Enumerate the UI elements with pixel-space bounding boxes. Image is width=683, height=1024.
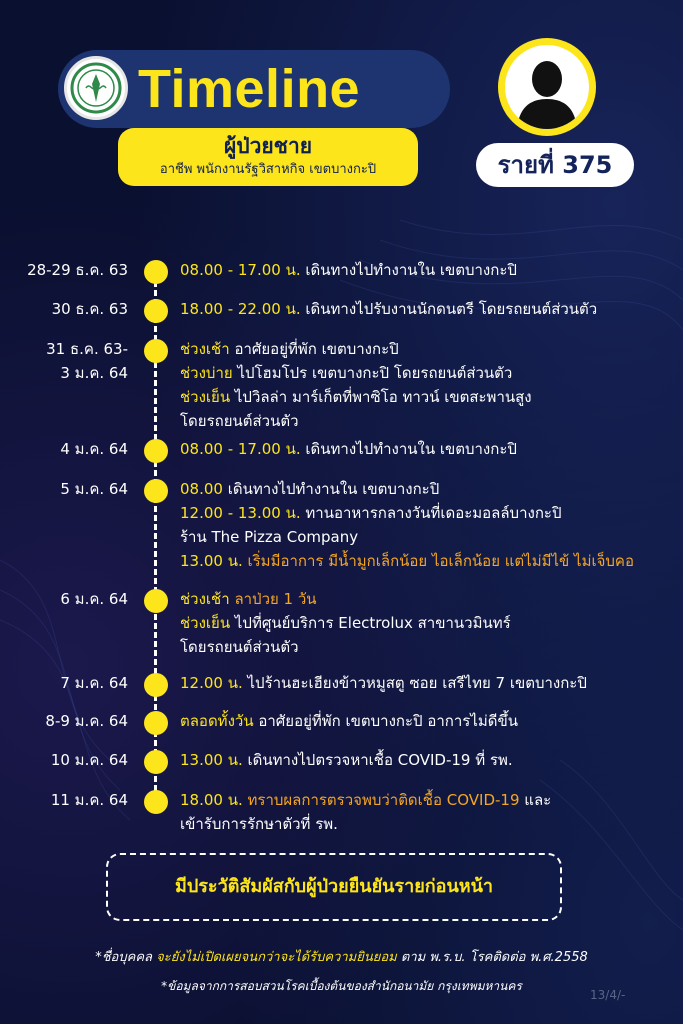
timeline-event [180,671,670,695]
timeline-date [27,258,128,282]
timeline-event-text: ไปวิลล่า มาร์เก็ตที่พาซิโอ ทาวน์ เขตสะพานสูง [234,388,532,406]
timeline-date-line: 7 ม.ค. 64 [60,674,128,692]
timeline-event-text: 12.00 - 13.00 น. [180,504,306,522]
timeline-event-text: อาศัยอยู่ที่พัก เขตบางกะปิ อาการไม่ดีขึ้น [258,712,519,730]
timeline-event-text: อาศัยอยู่ที่พัก เขตบางกะปิ [234,340,399,358]
privacy-footnote-pre: *ชื่อบุคคล [95,950,157,965]
timeline-date [60,437,128,461]
timeline-date-line: 4 ม.ค. 64 [60,440,128,458]
contact-history-note: มีประวัติสัมผัสกับผู้ป่วยยืนยันรายก่อนหน้า [106,853,562,921]
timeline-event-text: เดินทางไปทำงานใน เขตบางกะปิ [227,480,440,498]
timeline-event [180,477,670,573]
timeline-date-line: 30 ธ.ค. 63 [51,300,128,318]
timeline-event [180,788,670,836]
privacy-footnote [0,948,683,968]
timeline-event-line [180,525,670,549]
timeline-date-line: 10 ม.ค. 64 [50,751,128,769]
timeline-event-text: ตลอดทั้งวัน [180,712,259,730]
timeline-date [52,297,128,321]
timeline-event-text: เดินทางไปรับงานนักดนตรี โดยรถยนต์ส่วนตัว [305,300,598,318]
page-title: Timeline [138,59,361,119]
timeline-event-text: 12.00 น. [180,674,248,692]
timeline-event-text: เข้ารับการรักษาตัวที่ รพ. [180,815,338,833]
timeline-event-text: 08.00 - 17.00 น. [180,440,306,458]
timeline-date-line: 8-9 ม.ค. 64 [45,712,128,730]
timeline-event-text: ลาป่วย 1 วัน [234,590,317,608]
timeline-event-line [180,709,670,733]
timeline-dot [144,479,168,503]
timeline-event-text: ช่วงเย็น [180,388,235,406]
timeline-event-line [180,501,670,525]
corner-mark: 13/4/- [590,988,626,1002]
timeline-date-line: 5 ม.ค. 64 [60,480,128,498]
timeline-date [60,587,128,611]
timeline-event-line [180,812,670,836]
timeline-event-text: ทราบผลการตรวจพบว่าติดเชื้อ COVID-19 [247,791,525,809]
timeline-event-text: โดยรถยนต์ส่วนตัว [180,638,299,656]
timeline-event [180,337,670,433]
privacy-footnote-emphasis: จะยังไม่เปิดเผยจนกว่าจะได้รับความยินยอม [156,950,397,965]
privacy-footnote-post: ตาม พ.ร.บ. โรคติดต่อ พ.ศ.2558 [396,950,588,965]
timeline-date [46,337,128,385]
person-silhouette-icon [498,38,596,136]
source-footnote: *ข้อมูลจากการสอบสวนโรคเบื้องต้นของสำนักอนามัย กรุงเทพมหานคร [161,979,522,993]
timeline-dot [144,299,168,323]
timeline-event-text: เดินทางไปตรวจหาเชื้อ COVID-19 ที่ รพ. [247,751,513,769]
timeline-event-text: ช่วงเช้า [180,340,235,358]
timeline-dot [144,790,168,814]
timeline-date [51,748,128,772]
timeline-date [60,477,128,501]
timeline-date-line: 31 ธ.ค. 63- [46,340,128,358]
timeline-date [60,671,128,695]
timeline-event-text: 13.00 น. [180,552,248,570]
timeline-event-text: ไปโฮมโปร เขตบางกะปิ โดยรถยนต์ส่วนตัว [237,364,513,382]
timeline-event-line [180,635,670,659]
timeline-event [180,437,670,461]
timeline-event-text: 08.00 - 17.00 น. [180,261,306,279]
timeline-event-text: เริ่มมีอาการ มีน้ำมูกเล็กน้อย ไอเล็กน้อย แต่ไม่มีไข้ ไม่เจ็บคอ [247,552,634,570]
timeline-dot [144,439,168,463]
timeline-event-line [180,409,670,433]
timeline-event-line [180,437,670,461]
timeline-event-line [180,337,670,361]
timeline-event [180,587,670,659]
timeline-event-line [180,477,670,501]
timeline-event-text: ช่วงเย็น [180,614,235,632]
patient-occupation: อาชีพ พนักงานรัฐวิสาหกิจ เขตบางกะปิ [159,162,377,177]
timeline-event-text: และ [524,791,552,809]
timeline-event-text: ไปร้านฮะเฮียงข้าวหมูสตู ซอย เสรีไทย 7 เขตบางกะปิ [247,674,587,692]
timeline-dot [144,673,168,697]
timeline-event-line [180,748,670,772]
timeline-dot [144,750,168,774]
timeline-event-line [180,385,670,409]
timeline-event [180,297,670,321]
timeline-event-line [180,361,670,385]
timeline-event [180,709,670,733]
timeline-date-line: 28-29 ธ.ค. 63 [27,261,128,279]
timeline-event-text: เดินทางไปทำงานใน เขตบางกะปิ [305,440,517,458]
timeline-event-text: 18.00 - 22.00 น. [180,300,306,318]
timeline-dot [144,339,168,363]
timeline-event-text: ร้าน The Pizza Company [180,528,359,546]
timeline-event-text: 18.00 น. [180,791,248,809]
timeline-event-text: ไปที่ศูนย์บริการ Electrolux สาขานวมินทร์ [234,614,511,632]
timeline-date-line: 11 ม.ค. 64 [50,791,128,809]
timeline-event-text: เดินทางไปทำงานใน เขตบางกะปิ [305,261,517,279]
timeline-event-text: 08.00 [180,480,228,498]
timeline-dot [144,711,168,735]
timeline-event [180,258,670,282]
timeline-event-line [180,611,670,635]
timeline-date-line: 6 ม.ค. 64 [60,590,128,608]
timeline-event-text: โดยรถยนต์ส่วนตัว [180,412,299,430]
timeline-date [45,709,128,733]
patient-gender: ผู้ป่วยชาย [223,134,313,158]
timeline-dot [144,260,168,284]
timeline-event-text: ช่วงเช้า [180,590,235,608]
timeline-event [180,748,670,772]
timeline-event-line [180,671,670,695]
timeline-date-line: 3 ม.ค. 64 [60,364,128,382]
timeline-event-text: ทานอาหารกลางวันที่เดอะมอลล์บางกะปิ [305,504,562,522]
timeline-event-line [180,258,670,282]
timeline-event-line [180,549,670,573]
timeline-event-text: ช่วงบ่าย [180,364,238,382]
timeline-event-text: 13.00 น. [180,751,248,769]
bangkok-seal-icon [64,56,128,120]
timeline-dot [144,589,168,613]
case-number-badge: รายที่ 375 [476,143,634,187]
timeline-event-line [180,587,670,611]
patient-info-box [118,128,418,186]
timeline-date [51,788,128,812]
timeline-event-line [180,788,670,812]
timeline-event-line [180,297,670,321]
